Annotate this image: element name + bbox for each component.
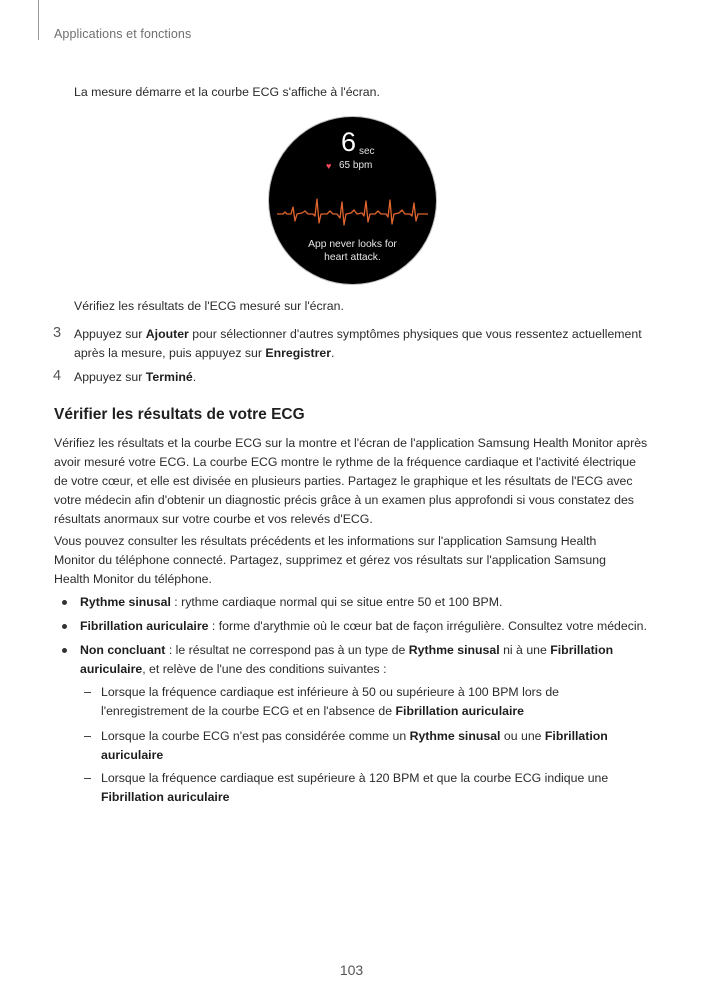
heart-icon: ♥ [326, 161, 332, 171]
sub-item-line: Lorsque la courbe ECG n'est pas considérée comme un Rythme sinusal ou une Fibrillation [101, 729, 608, 743]
bullet-rythme-sinusal: Rythme sinusal : rythme cardiaque normal qui se situe entre 50 et 100 BPM. [80, 595, 503, 609]
sub-item-line: Lorsque la fréquence cardiaque est supérieure à 120 BPM et que la courbe ECG indique une [101, 771, 609, 785]
step-number: 3 [53, 325, 62, 341]
step-4-text: Appuyez sur Terminé. [74, 370, 197, 384]
sub-item-line: Lorsque la fréquence cardiaque est inférieure à 50 ou supérieure à 100 BPM lors de [101, 685, 560, 699]
timer-seconds: 6 [341, 127, 357, 157]
sub-item-line: auriculaire [101, 748, 164, 762]
step-number: 4 [53, 368, 62, 384]
paragraph-line: résultats anormaux sur votre courbe et vos relevés d'ECG. [54, 512, 373, 526]
bullet-icon [62, 648, 67, 653]
watch-disclaimer: App never looks for heart attack. [308, 239, 397, 263]
dash-icon [84, 692, 91, 693]
page-header-title: Applications et fonctions [54, 27, 192, 41]
bullet-non-concluant-line-2: auriculaire, et relève de l'une des conditions suivantes : [80, 662, 387, 676]
paragraph-line: Health Monitor du téléphone. [54, 572, 212, 586]
page-number: 103 [339, 962, 364, 978]
paragraph-line: de votre cœur, et elle est divisée en plusieurs parties. Partagez le graphique et les résultats de l'ECG avec [54, 474, 633, 488]
timer-unit: sec [359, 146, 375, 157]
verify-text: Vérifiez les résultats de l'ECG mesuré sur l'écran. [74, 299, 344, 313]
step-3-line-1: Appuyez sur Ajouter pour sélectionner d'autres symptômes physiques que vous ressentez actuellement [74, 327, 642, 341]
step-3-line-2: après la mesure, puis appuyez sur Enregistrer. [74, 346, 335, 360]
watch-screen-image [269, 117, 436, 284]
intro-text: La mesure démarre et la courbe ECG s'affiche à l'écran. [74, 85, 380, 99]
sub-item-line: l'enregistrement de la courbe ECG et en l'absence de Fibrillation auriculaire [101, 704, 524, 718]
dash-icon [84, 778, 91, 779]
bullet-non-concluant: Non concluant : le résultat ne correspond pas à un type de Rythme sinusal ni à une Fibrillation [80, 643, 614, 657]
paragraph-line: avoir mesuré votre ECG. La courbe ECG montre le rythme de la fréquence cardiaque et l'activité électrique [54, 455, 636, 469]
paragraph-line: Vous pouvez consulter les résultats précédents et les informations sur l'application Samsung Health [54, 534, 597, 548]
dash-icon [84, 736, 91, 737]
header-rule [38, 0, 39, 40]
heart-rate-value: 65 bpm [339, 160, 373, 171]
paragraph-line: Monitor du téléphone connecté. Partagez, supprimez et gérez vos résultats sur l'application Samsung [54, 553, 606, 567]
bullet-icon [62, 600, 67, 605]
sub-item-line: Fibrillation auriculaire [101, 790, 230, 804]
paragraph-line: votre médecin afin d'obtenir un diagnostic précis grâce à un examen plus approfondi si vous constatez des [54, 493, 634, 507]
bullet-fibrillation: Fibrillation auriculaire : forme d'arythmie où le cœur bat de façon irrégulière. Consultez votre médecin. [80, 619, 647, 633]
section-heading: Vérifier les résultats de votre ECG [54, 406, 305, 423]
paragraph-line: Vérifiez les résultats et la courbe ECG sur la montre et l'écran de l'application Samsung Health Monitor après [54, 436, 648, 450]
bullet-icon [62, 624, 67, 629]
